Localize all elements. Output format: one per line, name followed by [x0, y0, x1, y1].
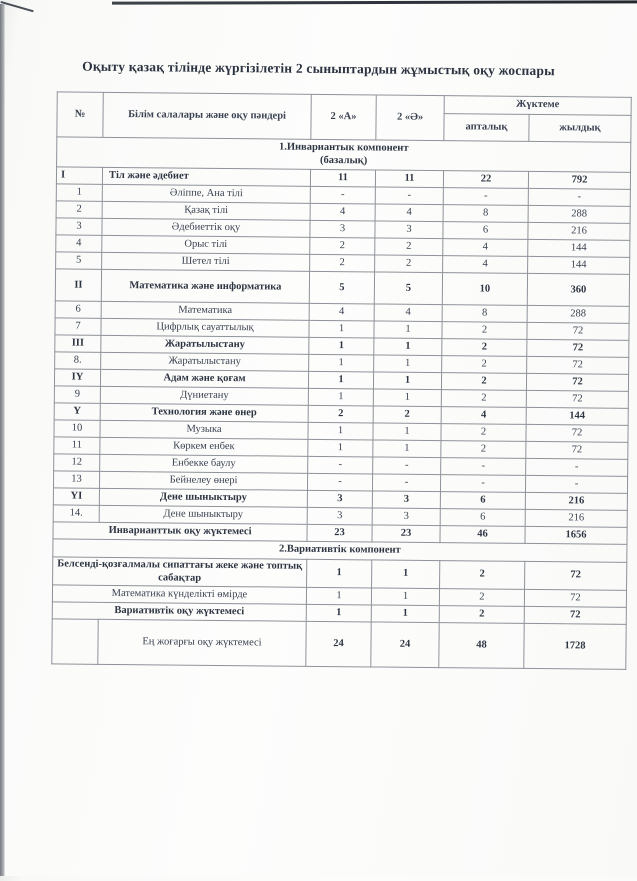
header-row-main — [57, 92, 631, 116]
value-2b: 1 — [373, 372, 441, 390]
value-yearly: 144 — [528, 257, 630, 275]
row-label: Математика және информатика — [101, 270, 309, 304]
value-2a: 1 — [308, 440, 373, 458]
row-num: 9 — [54, 386, 100, 403]
value-yearly: 216 — [528, 223, 630, 241]
row-num: 8. — [55, 352, 101, 369]
row-label: Вариативтік оқу жүктемесі — [52, 602, 306, 621]
value-yearly: 216 — [525, 493, 627, 511]
value-weekly: 2 — [439, 589, 524, 607]
value-weekly: 2 — [441, 390, 526, 408]
row-num: 4 — [56, 235, 102, 252]
value-2b: 1 — [374, 321, 442, 339]
value-2a: 4 — [309, 304, 374, 322]
value-2a: 3 — [307, 508, 372, 526]
row-num: 2 — [56, 201, 102, 218]
row-label: Музыка — [100, 421, 308, 440]
row-num: 12 — [54, 454, 100, 471]
value-yearly: 72 — [526, 442, 628, 460]
value-2b: 2 — [375, 238, 443, 256]
value-2a: 24 — [306, 622, 371, 668]
row-num: 14. — [53, 505, 99, 522]
value-yearly: 72 — [526, 391, 628, 409]
row-label: Жаратылыстану — [101, 336, 309, 355]
value-yearly: 72 — [527, 340, 629, 358]
value-yearly: - — [526, 459, 628, 477]
value-weekly: 46 — [440, 526, 525, 544]
row-label: Математика күнделікті өмірде — [52, 585, 306, 604]
value-2b: 1 — [373, 389, 441, 407]
row-label: Қазақ тілі — [102, 202, 310, 221]
value-2a: 1 — [308, 372, 373, 390]
value-2a: 4 — [310, 204, 375, 222]
row-num: YI — [53, 488, 99, 505]
value-yearly: 72 — [524, 590, 626, 608]
value-2b: 4 — [375, 204, 443, 222]
value-2a: 1 — [309, 355, 374, 373]
row-num: 3 — [56, 218, 102, 235]
value-2a: - — [307, 474, 372, 492]
row-label: Адам және қоғам — [100, 370, 308, 389]
row-num: I — [56, 167, 102, 184]
value-weekly: 2 — [441, 424, 526, 442]
row-label: Бейнелеу өнері — [99, 472, 307, 491]
value-2b: 1 — [374, 355, 442, 373]
value-2a: - — [308, 457, 373, 475]
value-yearly: 144 — [528, 240, 630, 258]
value-yearly: - — [528, 189, 630, 207]
row-label: Технология және өнер — [100, 404, 308, 423]
row-label: Цифрлық сауаттылық — [101, 319, 309, 338]
value-yearly: 288 — [528, 206, 630, 224]
value-2a: 23 — [307, 525, 372, 543]
row-label: Тіл және әдебиет — [102, 168, 310, 187]
value-weekly: 2 — [440, 561, 525, 590]
value-yearly: 216 — [525, 510, 627, 528]
value-weekly: - — [440, 475, 525, 493]
value-2a: 1 — [307, 559, 372, 588]
col-header-subject: Білім салалары және оқу пәндері — [103, 93, 311, 140]
value-weekly: 48 — [439, 623, 524, 669]
value-2a: 3 — [307, 491, 372, 509]
table-body — [52, 137, 631, 669]
row-label: Әдебиеттік оқу — [102, 219, 310, 238]
value-2b: 1 — [371, 605, 439, 623]
row-label: Әліппе, Ана тілі — [102, 185, 310, 204]
row-num: 10 — [54, 420, 100, 437]
value-2b: - — [375, 187, 443, 205]
value-2b: 3 — [375, 221, 443, 239]
value-weekly: 2 — [442, 322, 527, 340]
value-2a: 11 — [310, 170, 375, 188]
value-yearly: 72 — [527, 357, 629, 375]
value-weekly: 8 — [443, 205, 528, 223]
value-yearly: 1656 — [525, 527, 627, 545]
value-weekly: 2 — [439, 606, 524, 624]
value-weekly: 4 — [441, 407, 526, 425]
curriculum-table — [51, 92, 631, 670]
row-label: Дүниетану — [100, 387, 308, 406]
value-weekly: 2 — [441, 373, 526, 391]
row-num: II — [55, 269, 101, 301]
value-2b: 1 — [374, 338, 442, 356]
value-weekly: - — [443, 188, 528, 206]
value-weekly: 2 — [442, 356, 527, 374]
value-2b: 1 — [373, 423, 441, 441]
value-yearly: 1728 — [524, 624, 626, 670]
row-num — [52, 619, 98, 664]
value-2a: 2 — [308, 406, 373, 424]
value-weekly: 22 — [443, 171, 528, 189]
value-2b: - — [372, 474, 440, 492]
value-yearly: 72 — [526, 425, 628, 443]
value-2b: 3 — [372, 491, 440, 509]
value-weekly: 6 — [440, 492, 525, 510]
value-2b: 2 — [375, 255, 443, 273]
value-2b: 4 — [374, 304, 442, 322]
row-num: 13 — [53, 471, 99, 488]
value-yearly: 72 — [526, 374, 628, 392]
row-num: Y — [54, 403, 100, 420]
value-2a: 2 — [310, 238, 375, 256]
row-label: Белсенді-қозғалмалы сипаттағы жеке және топтық сабақтар — [53, 557, 307, 588]
value-2b: 24 — [371, 622, 439, 668]
table-header — [57, 92, 631, 143]
value-2b: 1 — [372, 560, 440, 589]
value-2b: - — [373, 457, 441, 475]
value-weekly: 2 — [441, 441, 526, 459]
row-label: Көркем енбек — [100, 438, 308, 457]
row-num: 11 — [54, 437, 100, 454]
value-weekly: 6 — [440, 509, 525, 527]
value-2a: 3 — [310, 221, 375, 239]
col-header-num: № — [57, 92, 103, 137]
col-header-yearly: жылдық — [529, 115, 631, 143]
value-weekly: 4 — [443, 256, 528, 274]
value-weekly: 4 — [443, 239, 528, 257]
value-2b: 2 — [373, 406, 441, 424]
value-weekly: 8 — [442, 305, 527, 323]
value-2a: 1 — [306, 588, 371, 606]
value-yearly: 72 — [527, 323, 629, 341]
value-weekly: 10 — [442, 273, 527, 306]
value-yearly: 792 — [528, 172, 630, 190]
value-2a: 1 — [309, 338, 374, 356]
document-title: Оқыту қазақ тілінде жүргізілетін 2 сыныптардын жұмыстық оқу жоспары — [82, 58, 555, 79]
value-weekly: 2 — [442, 339, 527, 357]
value-yearly: 288 — [527, 306, 629, 324]
value-yearly: 360 — [527, 274, 629, 307]
value-2b: 23 — [372, 525, 440, 543]
row-label: Орыс тілі — [102, 236, 310, 255]
col-header-weekly: апталық — [444, 114, 529, 142]
col-header-class-a: 2 «А» — [311, 95, 376, 141]
row-num: III — [55, 335, 101, 352]
section-title-line: 2.Вариативтік компонент — [278, 543, 401, 557]
section-title-line: 1.Инвариантык компонент — [278, 141, 409, 154]
row-label: Математика — [101, 302, 309, 321]
value-2b: 1 — [371, 588, 439, 606]
value-2b: 11 — [375, 170, 443, 188]
row-num: 1 — [56, 184, 102, 201]
grand-row — [52, 619, 626, 670]
value-2a: - — [310, 187, 375, 205]
row-label: Ең жоғарғы оқу жүктемесі — [98, 620, 306, 667]
value-yearly: 144 — [526, 408, 628, 426]
col-header-class-b: 2 «Ә» — [376, 95, 444, 141]
value-weekly: 6 — [443, 222, 528, 240]
value-2a: 2 — [310, 255, 375, 273]
value-yearly: 72 — [525, 561, 627, 590]
row-label: Дене шыныктыру — [99, 506, 307, 525]
row-num: 7 — [55, 318, 101, 335]
value-2a: 1 — [308, 423, 373, 441]
value-weekly: - — [441, 458, 526, 476]
value-2b: 5 — [374, 272, 442, 305]
section-title-line: (базалық) — [319, 154, 368, 167]
row-num: 5 — [56, 252, 102, 269]
value-2a: 1 — [308, 389, 373, 407]
value-2a: 1 — [306, 605, 371, 623]
value-yearly: 72 — [524, 607, 626, 625]
row-num: 6 — [55, 301, 101, 318]
row-label: Инварианттык оқу жүктемесі — [53, 522, 307, 541]
row-label: Жаратылыстану — [101, 353, 309, 372]
value-2b: 3 — [372, 508, 440, 526]
col-header-load: Жүктеме — [444, 96, 631, 116]
row-label: Дене шыныктыру — [99, 489, 307, 508]
value-2a: 5 — [309, 272, 374, 305]
row-label: Енбекке баулу — [100, 455, 308, 474]
value-yearly: - — [525, 476, 627, 494]
value-2b: 1 — [373, 440, 441, 458]
row-num: IY — [54, 369, 100, 386]
row-label: Шетел тілі — [102, 253, 310, 272]
value-2a: 1 — [309, 321, 374, 339]
